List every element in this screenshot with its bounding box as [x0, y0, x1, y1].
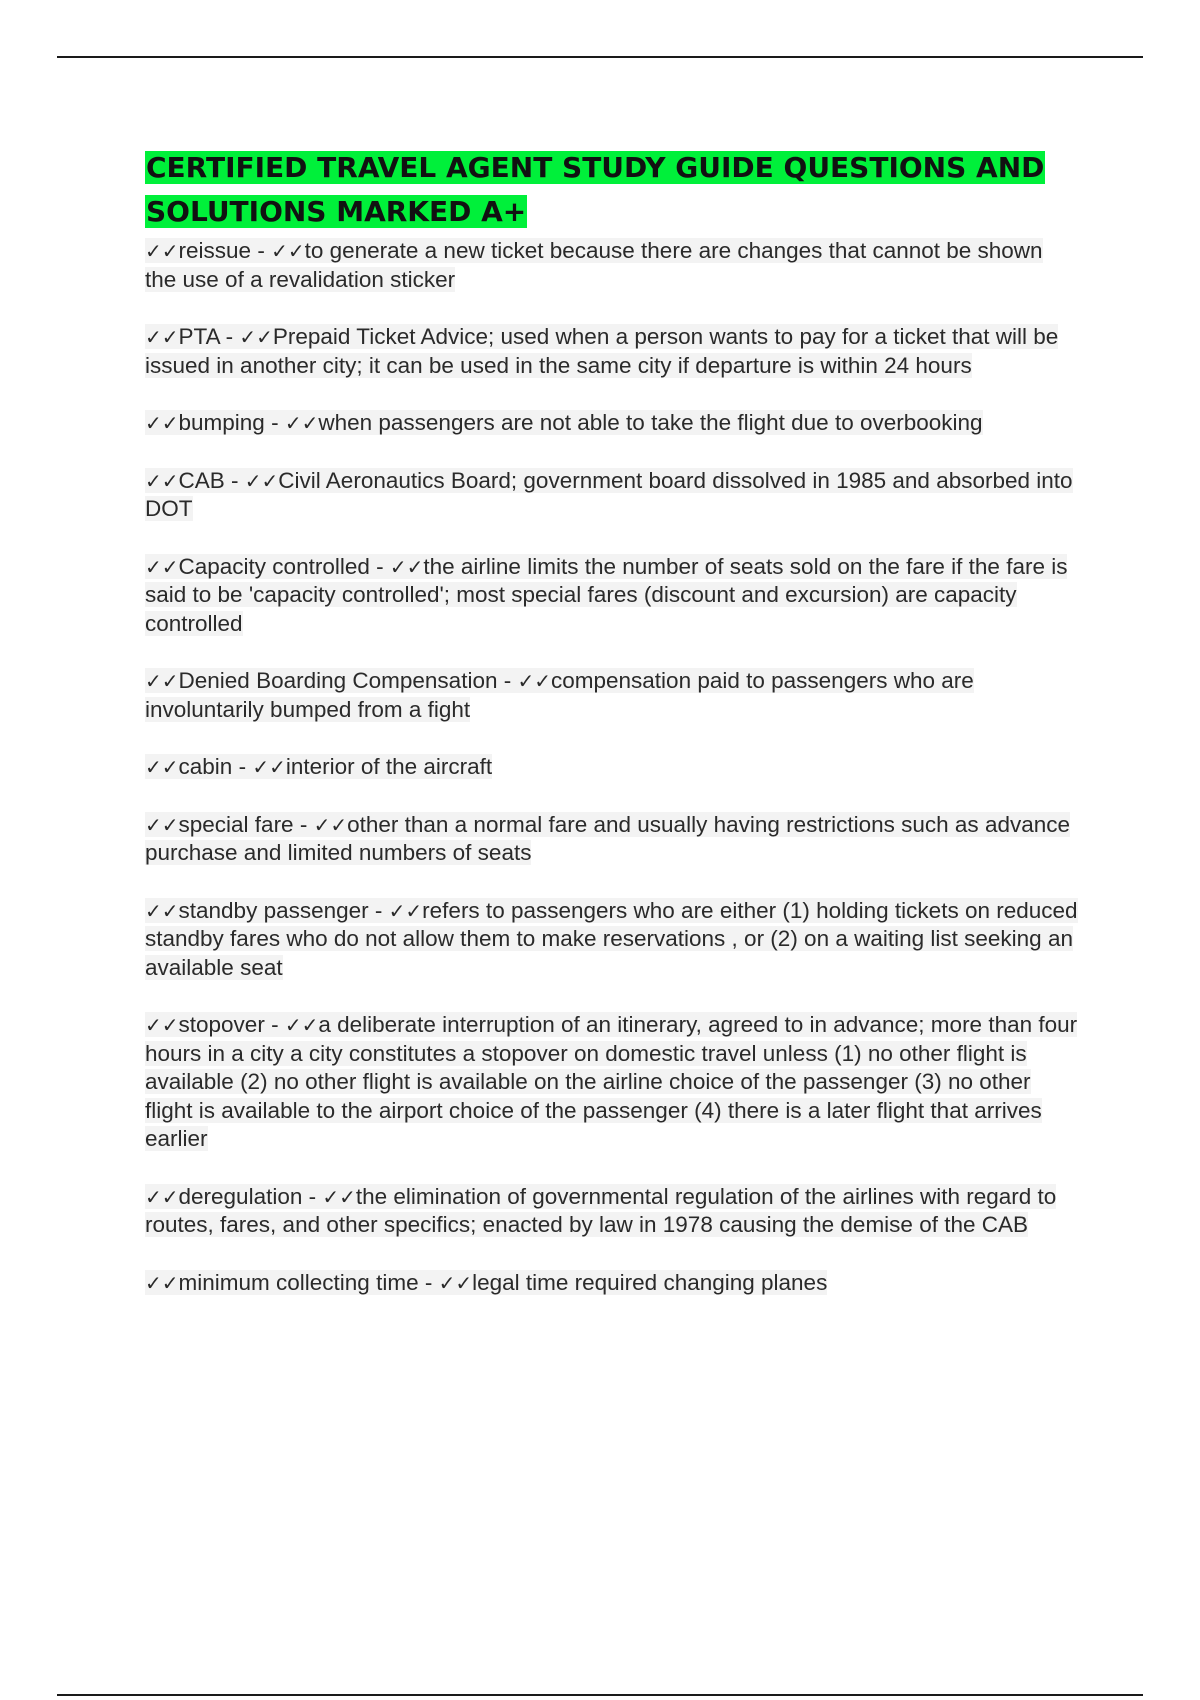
entry-definition: when passengers are not able to take the flight due to overbooking [318, 410, 983, 435]
check-icon: ✓✓ [322, 1184, 356, 1209]
entry-term: standby passenger [178, 897, 369, 923]
entry-definition: the elimination of governmental regulation of the airlines with regard to routes, fares, and other specifics; enacted by law in 1978 causing the demise of the CAB [145, 1183, 1057, 1237]
entry-definition: the airline limits the number of seats sold on the fare if the fare is said to be 'capacity controlled'; most special fares (discount and excursion) are capacity controlled [145, 553, 1068, 636]
entry-term: reissue [178, 238, 252, 263]
check-icon: ✓✓ [145, 1270, 179, 1295]
entry-separator: - [302, 1183, 323, 1209]
check-icon: ✓✓ [284, 1013, 319, 1037]
check-icon: ✓✓ [517, 669, 551, 693]
check-icon: ✓✓ [145, 669, 179, 693]
entry-definition: refers to passengers who are either (1) holding tickets on reduced standby fares who do not allow them to make reservations , or (2) on a waiting list seeking an available seat [145, 897, 1078, 980]
check-icon: ✓✓ [145, 468, 179, 493]
list-item [145, 667, 1080, 724]
check-icon: ✓✓ [145, 898, 179, 923]
entry-definition: legal time required changing planes [472, 1269, 828, 1295]
check-icon: ✓✓ [145, 411, 179, 435]
entry-term: deregulation [178, 1183, 303, 1209]
check-icon: ✓✓ [244, 468, 279, 493]
list-item [145, 1269, 1080, 1298]
check-icon: ✓✓ [271, 239, 305, 263]
entry-definition: Civil Aeronautics Board; government board dissolved in 1985 and absorbed into DOT [145, 467, 1073, 521]
check-icon: ✓✓ [145, 812, 179, 837]
check-icon: ✓✓ [145, 554, 179, 579]
entry-separator: - [232, 754, 253, 779]
entry-term: cabin [178, 754, 233, 779]
entry-highlight [145, 554, 1067, 636]
entry-definition: a deliberate interruption of an itinerary, agreed to in advance; more than four hours in a city a city constitutes a stopover on domestic travel unless (1) no other flight is available (2) no other flight is available on the airline choice of the passenger (3) no other flight is available to the airport choice of the passenger (4) there is a later flight that arrives earlier [145, 1012, 1078, 1151]
entry-term: stopover [178, 1012, 265, 1037]
top-rule [57, 56, 1143, 58]
entry-definition: to generate a new ticket because there are changes that cannot be shown the use of a revalidation sticker [145, 238, 1043, 292]
entry-term: special fare [178, 811, 294, 837]
entry-definition: compensation paid to passengers who are involuntarily bumped from a fight [145, 668, 974, 722]
entry-highlight [145, 754, 492, 779]
list-item [145, 811, 1080, 868]
entry-term: minimum collecting time [178, 1269, 419, 1295]
entry-highlight [145, 468, 1073, 522]
entry-highlight [145, 812, 1070, 866]
list-item [145, 553, 1080, 639]
entry-term: Capacity controlled [178, 553, 370, 579]
check-icon: ✓✓ [252, 755, 286, 779]
entry-highlight [145, 1184, 1056, 1238]
entry-separator: - [219, 324, 240, 349]
check-icon: ✓✓ [145, 325, 179, 349]
entry-highlight [145, 324, 1058, 378]
entry-term: CAB [178, 467, 225, 493]
entry-separator: - [224, 467, 245, 493]
list-item [145, 323, 1080, 380]
entry-separator: - [368, 897, 389, 923]
entry-separator: - [264, 410, 285, 435]
check-icon: ✓✓ [145, 1184, 179, 1209]
entry-highlight [145, 410, 983, 435]
entry-definition: Prepaid Ticket Advice; used when a person wants to pay for a ticket that will be issued in another city; it can be used in the same city if departure is within 24 hours [145, 324, 1059, 378]
check-icon: ✓✓ [389, 554, 424, 579]
entry-separator: - [293, 811, 314, 837]
entry-term: PTA [178, 324, 220, 349]
check-icon: ✓✓ [284, 411, 319, 435]
entry-separator: - [497, 668, 518, 693]
document-body [145, 146, 1080, 1326]
list-item [145, 409, 1080, 438]
list-item [145, 753, 1080, 782]
entry-term: bumping [178, 410, 265, 435]
check-icon: ✓✓ [438, 1270, 473, 1295]
check-icon: ✓✓ [145, 755, 179, 779]
entry-separator: - [251, 238, 272, 263]
check-icon: ✓✓ [313, 812, 348, 837]
list-item [145, 897, 1080, 983]
list-item [145, 237, 1080, 294]
entry-list [145, 237, 1080, 1297]
entry-highlight [145, 238, 1043, 292]
list-item [145, 1011, 1080, 1154]
list-item [145, 467, 1080, 524]
entry-highlight [145, 668, 974, 722]
entry-separator: - [369, 553, 390, 579]
entry-highlight [145, 898, 1078, 980]
list-item [145, 1183, 1080, 1240]
document-title [145, 146, 1080, 234]
entry-term: Denied Boarding Compensation [178, 668, 498, 693]
check-icon: ✓✓ [239, 325, 273, 349]
check-icon: ✓✓ [388, 898, 423, 923]
bottom-rule [57, 1694, 1143, 1696]
entry-highlight [145, 1012, 1077, 1151]
entry-separator: - [264, 1012, 285, 1037]
entry-highlight [145, 1270, 827, 1295]
document-title-text: CERTIFIED TRAVEL AGENT STUDY GUIDE QUESTIONS AND SOLUTIONS MARKED A+ [146, 151, 1045, 228]
entry-definition: interior of the aircraft [285, 754, 493, 779]
check-icon: ✓✓ [145, 1013, 179, 1037]
check-icon: ✓✓ [145, 239, 179, 263]
entry-definition: other than a normal fare and usually having restrictions such as advance purchase and limited numbers of seats [145, 811, 1071, 865]
entry-separator: - [418, 1269, 439, 1295]
